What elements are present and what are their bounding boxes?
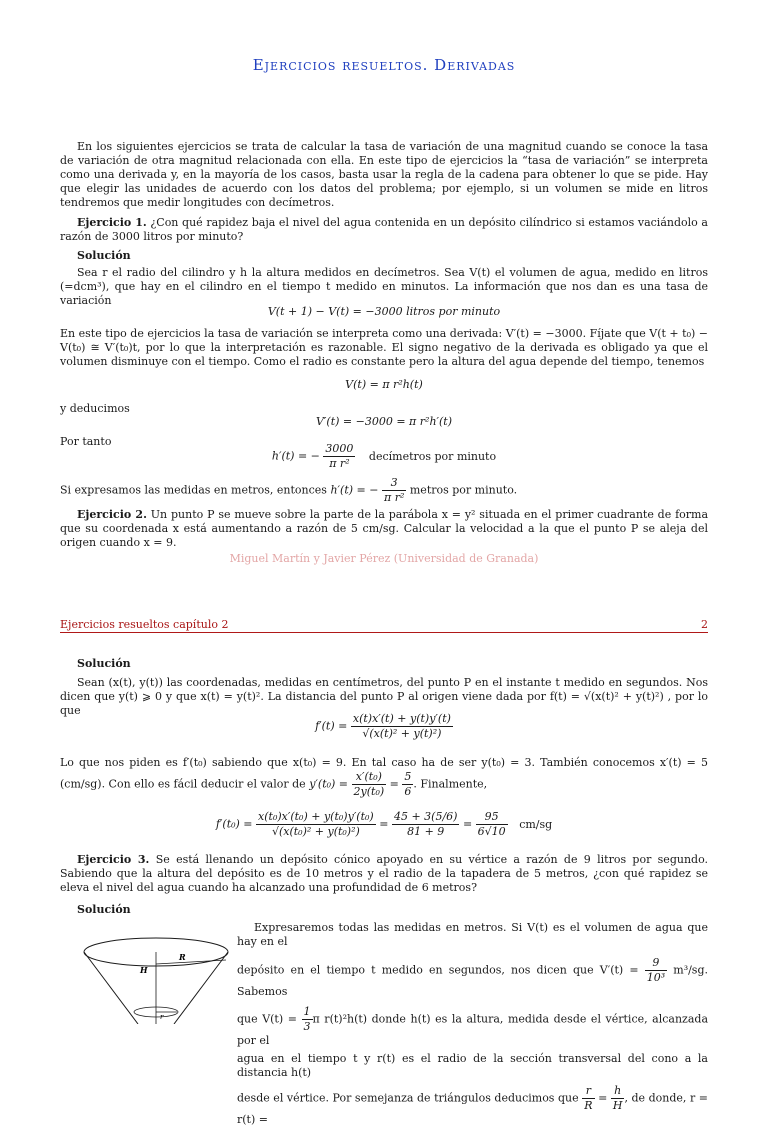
solution-1-paragraph-1 [60,266,708,308]
running-header-title: Ejercicios resueltos capítulo 2 [60,618,229,631]
equation-5-lhs: f′(t) = [315,719,348,733]
exercise-1-text: ¿Con qué rapidez baja el nivel del agua contenida en un depósito cilíndrico si estamos vaciándolo a razón de 3000 litros por minuto? [60,216,708,243]
equation-6-units: cm/sg [519,817,553,831]
equation-1: V(t + 1) − V(t) = −3000 litros por minuto [267,305,501,318]
running-header [60,618,708,633]
solution-2-fraction-2-num: 5 [404,770,412,783]
page-title: Ejercicios resueltos. Derivadas [252,56,516,74]
solution-label: Solución [77,657,131,670]
equation-6-fraction-1 [256,810,376,839]
solution-3-frac-4-num: h [611,1084,625,1099]
solution-1-text-1: Sea r el radio del cilindro y h la altura medidos en decímetros. Sea V(t) el volumen de agua, medido en litros (=dcm³), que hay en el cilindro en el tiempo t medido en minutos. La información que nos dan es una tasa de variación [60,266,708,307]
exercise-1-label: Ejercicio 1. [77,216,147,229]
equation-4-lhs: h′(t) = − [271,449,320,463]
equation-5-denominator: √(x(t)² + y(t)²) [362,727,442,740]
equation-4-denominator: π r² [329,457,350,470]
y-deducimos-text: y deducimos [60,402,130,415]
exercise-2-label: Ejercicio 2. [77,508,147,521]
equation-4-units: decímetros por minuto [368,449,497,463]
solution-3-frac-3-den: R [584,1099,593,1112]
equation-6: f′(t₀) = $\frac{\text{x(t₀)x′(t₀) + y(t₀)y′(t₀)}}{\text{√(x(t₀)² + y(t₀)²)}}$ = $\frac{45 + 3(5/6)}{81 + 9}$ = $\frac{95}{6√10}$ cm/sg [215,810,553,838]
solution-2-text-1: Sean (x(t), y(t)) las coordenadas, medidas en centímetros, del punto P en el instante t medido en segundos. Nos dicen que y(t) ⩾ 0 y que x(t) = y(t)². La distancia del punto P al origen viene dada por f(t) = √(x(t)² + y(t)²) , por lo que [60,676,708,717]
solution-3-frac-1-num: 9 [645,956,667,971]
cone-figure [76,930,236,1024]
solution-2-formula-lhs: y′(t₀) = [309,777,349,791]
equation-5-fraction [351,712,453,741]
solution-3-frac-3-num: r [582,1084,594,1099]
solution-3-line-2b: m³/sg. Sabemos [237,963,708,998]
exercise-2 [60,508,708,550]
solution-1-fraction [382,476,406,505]
intro-text: En los siguientes ejercicios se trata de calcular la tasa de variación de una magnitud cuando se conoce la tasa de variación de otra magnitud relacionada con ella. En este tipo de ejercicios la “tasa de variación” se interpreta como una derivada y, en la mayoría de los casos, basta usar la regla de la cadena para obtener lo que se pide. Hay que elegir las unidades de acuerdo con los datos del problema; por ejemplo, si un volumen se mide en litros tendremos que medir longitudes con decímetros. [60,140,708,209]
solution-3-line-3a: que V(t) = [237,1012,297,1026]
exercise-3-text: Se está llenando un depósito cónico apoyado en su vértice a razón de 9 litros por segundo. Sabiendo que la altura del depósito es de 10 metros y el radio de la tapadera de 5 metros, ¿con qué rapidez se eleva el nivel del agua cuando ha alcanzado una profundidad de 6 metros? [60,853,708,894]
label-H: H [140,965,148,975]
page-footer: Miguel Martín y Javier Pérez (Universidad de Granada) [229,552,539,565]
exercise-1 [60,216,708,244]
solution-3-frac-1 [645,956,667,985]
label-R: R [179,952,186,962]
solution-2-equals: = [389,777,399,791]
y-deducimos [60,402,708,416]
solution-2-paragraph-2 [60,756,708,799]
equation-6-fraction-3-num: 95 [476,810,508,825]
solution-3-line-3b: π r(t)²h(t) donde h(t) es la altura, medida desde el vértice, alcanzada por el [237,1012,709,1047]
solution-2-fraction-1-num: x′(t₀) [352,770,387,785]
solution-2-fraction-1 [352,770,387,799]
solution-3-frac-2-den: 3 [303,1020,311,1033]
solution-2-fraction-1-den: 2y(t₀) [353,785,385,798]
solution-2-fraction-2-den: 6 [404,785,412,798]
solution-2-fraction-2 [402,770,413,799]
equation-6-fraction-3 [476,810,508,839]
solution-3-frac-2-num: 1 [303,1005,311,1018]
solution-1-text-3b: metros por minuto. [409,483,518,497]
equation-4 [60,442,708,471]
solution-3-frac-3 [582,1084,594,1113]
equation-6-fraction-2-den: 81 + 9 [407,825,445,838]
label-r: r [160,1013,164,1021]
solution-1-text-2: En este tipo de ejercicios la tasa de variación se interpreta como una derivada: V′(t) = −3000. Fíjate que V(t + t₀) − V(t₀) ≅ V′(t₀)t, por lo que la interpretación es razonable. El signo negativo de la derivada es obligado ya que el volumen disminuye con el tiempo. Como el radio es constante pero la altura del agua depende del tiempo, tenemos [60,327,708,368]
cone-radius-line [156,960,226,964]
solution-3-heading [60,903,708,917]
equation-2: V(t) = π r²h(t) [345,378,423,391]
equation-4-numerator: 3000 [325,442,354,455]
solution-1-heading [60,249,708,263]
solution-3-line-1: Expresaremos todas las medidas en metros. Si V(t) es el volumen de agua que hay en el [237,921,708,948]
solution-2-text-2a: Lo que nos piden es f′(t₀) sabiendo que x(t₀) = 9. En tal caso ha de ser y(t₀) = 3. También conocemos x′(t) = 5 (cm/sg). Con ello es fácil deducir el valor de [60,756,708,791]
solution-3-frac-1-den: 10³ [646,971,666,984]
solution-3-frac-2 [302,1005,313,1034]
solution-1-fraction-num: 3 [382,476,406,491]
solution-3-frac-4 [611,1084,625,1113]
solution-3-text: Expresaremos todas las medidas en metros. Si V(t) es el volumen de agua que hay en el depósito en el tiempo t medido en segundos, nos dicen que V′(t) = $\frac{9}{\text{10³}}$ m³/sg. Sabemos que V(t) = $\frac{1}{3}$ π r(t)²h(t) donde h(t) es la altura, medida desde el vértice, alcanzada por el agua en el tiempo t y r(t) es el radio de la sección transversal del cono a la distancia h(t) desde el vértice. Por semejanza de triángulos deducimos que $\frac{r}{R}$ = $\frac{h}{H}$ , de donde, r = r(t) = [237,921,709,1126]
solution-1-text-3a: Si expresamos las medidas en metros, entonces [60,483,327,497]
exercise-2-text: Un punto P se mueve sobre la parte de la parábola x = y² situada en el primer cuadrante de forma que su coordenada x está aumentando a razón de 5 cm/sg. Calcular la velocidad a la que el punto P se aleja del origen cuando x = 9. [60,508,709,549]
intro-paragraph [60,140,708,210]
solution-2-heading [60,657,708,671]
page-number: 2 [701,618,708,631]
equation-4-fraction [323,442,355,471]
solution-1-paragraph-3 [60,476,708,505]
solution-2-text-2b: . Finalmente, [413,777,488,791]
solution-1-formula-lhs: h′(t) = − [330,483,379,497]
solution-3-line-5a: desde el vértice. Por semejanza de triángulos deducimos que [237,1091,579,1105]
solution-1-paragraph-2 [60,327,708,369]
solution-label: Solución [77,249,131,262]
exercise-3 [60,853,708,895]
equation-6-fraction-2-num: 45 + 3(5/6) [393,810,458,823]
solution-3-frac-4-den: H [612,1099,623,1112]
equation-5-numerator: x(t)x′(t) + y(t)y′(t) [352,712,451,725]
solution-label: Solución [77,903,131,916]
solution-3-line-5b: , de donde, r = r(t) = [237,1091,709,1126]
equation-6-fraction-3-den: 6√10 [477,825,506,838]
equation-6-lhs: f′(t₀) = [215,817,253,831]
solution-1-fraction-den: π r² [383,491,405,504]
solution-3-line-4: agua en el tiempo t y r(t) es el radio de la sección transversal del cono a la distancia h(t) [237,1052,708,1079]
equation-3: V′(t) = −3000 = π r²h′(t) [315,415,453,428]
por-tanto-text: Por tanto [60,435,112,448]
exercise-3-label: Ejercicio 3. [77,853,150,866]
equation-6-fraction-1-num: x(t₀)x′(t₀) + y(t₀)y′(t₀) [258,810,374,823]
equation-5 [60,712,708,741]
equation-6-fraction-2 [392,810,460,839]
equation-6-fraction-1-den: √(x(t₀)² + y(t₀)²) [271,825,360,838]
solution-3-line-2a: depósito en el tiempo t medido en segundos, nos dicen que V′(t) = [237,963,639,977]
